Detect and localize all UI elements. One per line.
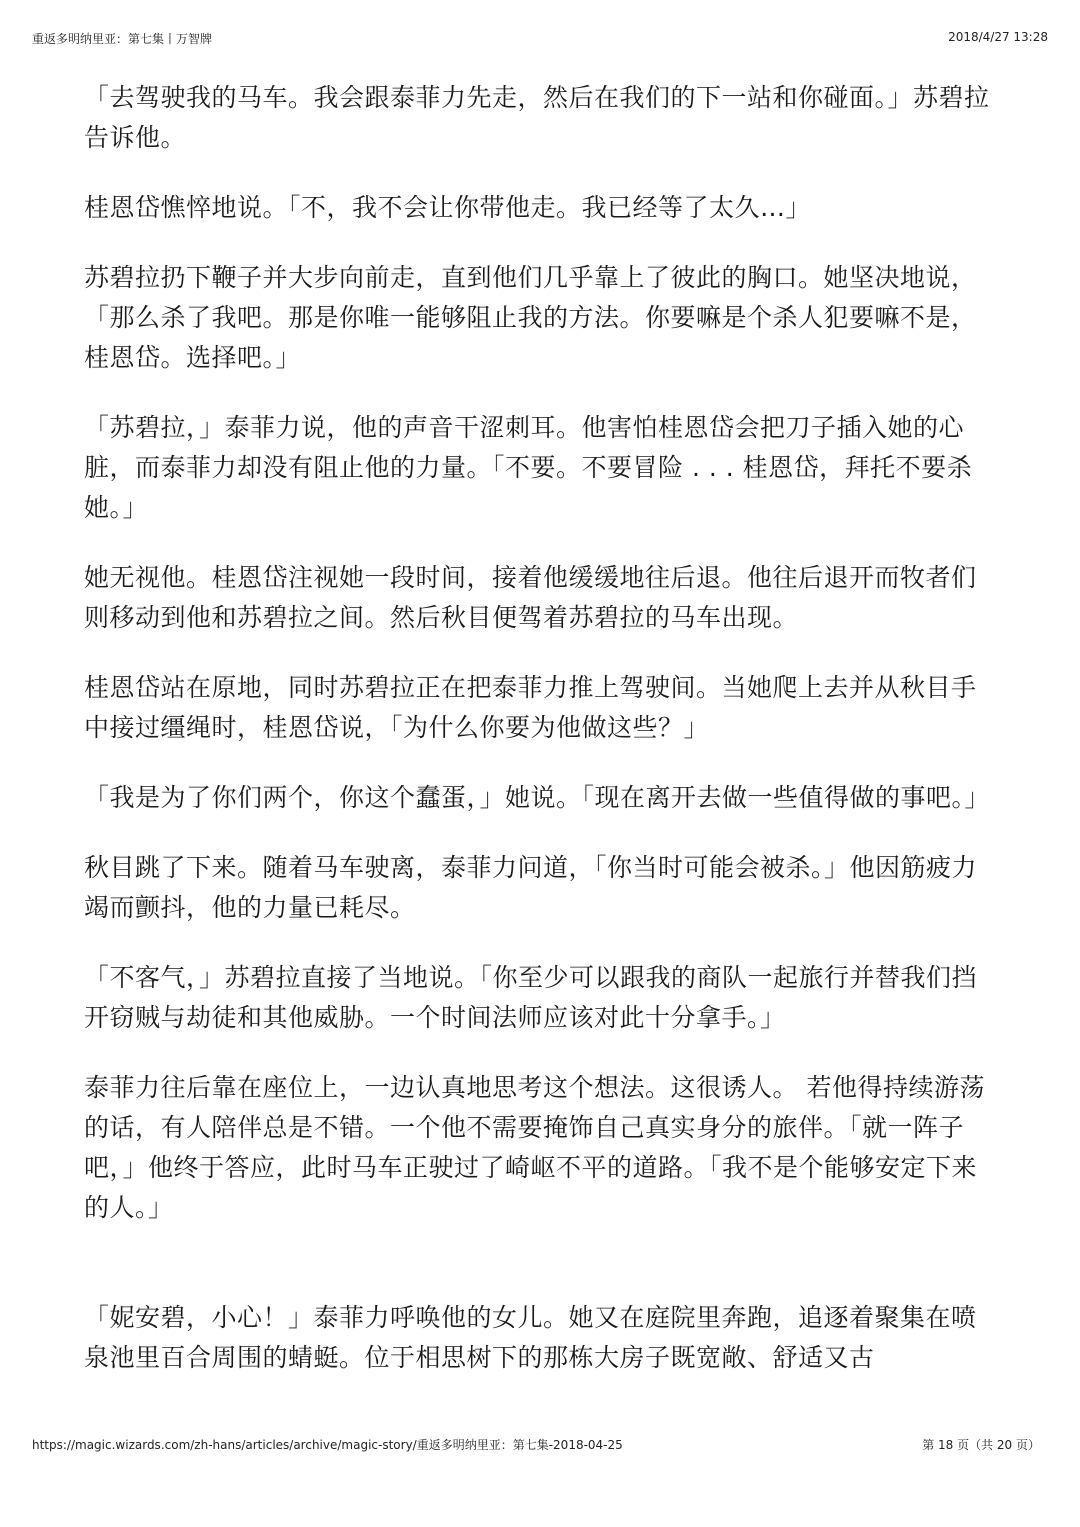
- page-number: 第 18 页（共 20 页）: [922, 1438, 1040, 1452]
- paragraph: 「妮安碧，小心！」泰菲力呼唤他的女儿。她又在庭院里奔跑，追逐着聚集在喷泉池里百合周围的蜻蜓。位于相思树下的那栋大房子既宽敞、舒适又古: [84, 1303, 977, 1372]
- paragraph: 苏碧拉扔下鞭子并大步向前走，直到他们几乎靠上了彼此的胸口。她坚决地说，「那么杀了我吧。那是你唯一能够阻止我的方法。你要嘛是个杀人犯要嘛不是，桂恩岱。选择吧。」: [84, 263, 977, 372]
- paragraph: 「去驾驶我的马车。我会跟泰菲力先走，然后在我们的下一站和你碰面。」苏碧拉告诉他。: [84, 83, 990, 152]
- paragraph: 桂恩岱站在原地，同时苏碧拉正在把泰菲力推上驾驶间。当她爬上去并从秋目手中接过缰绳时，桂恩岱说，「为什么你要为他做这些？」: [84, 673, 977, 742]
- source-url: https://magic.wizards.com/zh-hans/articles/archive/magic-story/重返多明纳里亚：第七集-2018-04-25: [32, 1438, 623, 1452]
- article-body: [84, 78, 996, 1378]
- page-footer: [32, 1436, 1040, 1454]
- print-datetime: 2018/4/27 13:28: [948, 30, 1048, 44]
- document-title: 重返多明纳里亚：第七集丨万智牌: [32, 32, 213, 46]
- paragraph: 秋目跳了下来。随着马车驶离，泰菲力问道，「你当时可能会被杀。」他因筋疲力竭而颤抖，他的力量已耗尽。: [84, 853, 978, 922]
- paragraph: 「苏碧拉，」泰菲力说，他的声音干涩刺耳。他害怕桂恩岱会把刀子插入她的心脏，而泰菲力却没有阻止他的力量。「不要。不要冒险 . . . 桂恩岱，拜托不要杀她。」: [84, 413, 973, 522]
- page-header: [32, 30, 1048, 48]
- paragraph: 她无视他。桂恩岱注视她一段时间，接着他缓缓地往后退。他往后退开而牧者们则移动到他和苏碧拉之间。然后秋目便驾着苏碧拉的马车出现。: [84, 563, 977, 632]
- paragraph: 泰菲力往后靠在座位上，一边认真地思考这个想法。这很诱人。 若他得持续游荡的话，有人陪伴总是不错。一个他不需要掩饰自己真实身分的旅伴。「就一阵子吧，」他终于答应，此时马车正驶过了崎岖不平的道路。「我不是个能够安定下来的人。」: [84, 1073, 985, 1222]
- paragraph: 「不客气，」苏碧拉直接了当地说。「你至少可以跟我的商队一起旅行并替我们挡开窃贼与劫徒和其他威胁。一个时间法师应该对此十分拿手。」: [84, 963, 978, 1032]
- paragraph: 桂恩岱憔悴地说。「不，我不会让你带他走。我已经等了太久…」: [84, 193, 812, 222]
- paragraph: 「我是为了你们两个，你这个蠢蛋，」她说。「现在离开去做一些值得做的事吧。」: [84, 783, 991, 812]
